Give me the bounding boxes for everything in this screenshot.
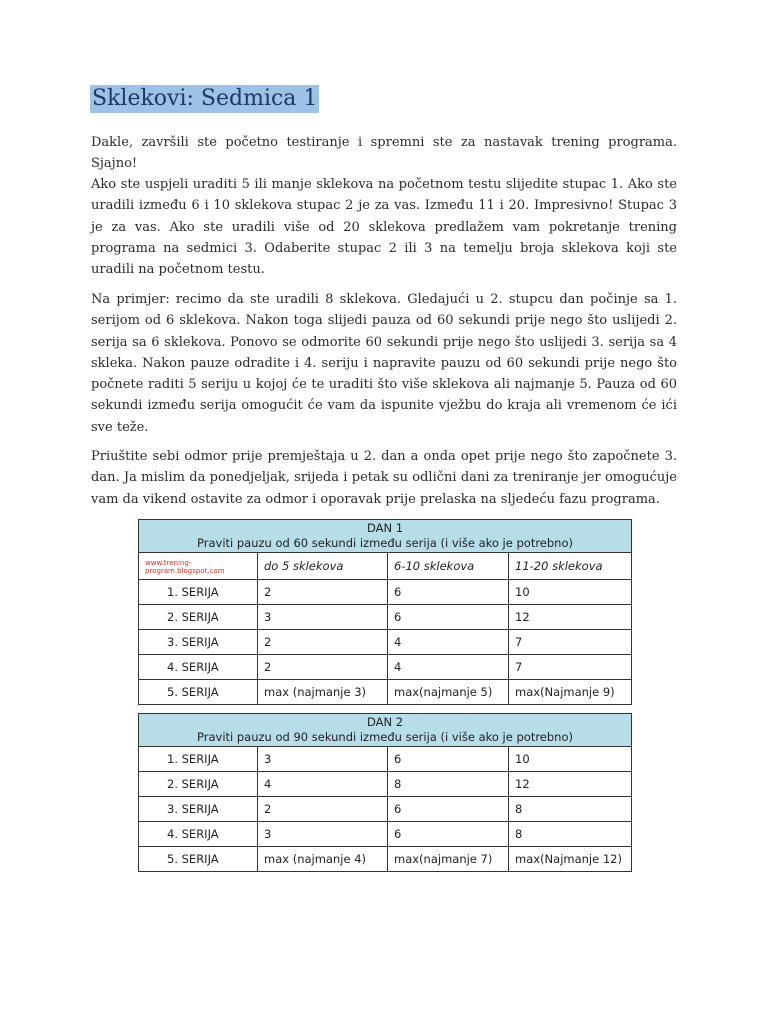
table-row: [139, 680, 632, 705]
table-cell: 6: [388, 580, 509, 605]
table-cell: 2: [258, 655, 388, 680]
rest-paragraph: Priuštite sebi odmor prije premještaja u 2. dan a onda opet prije nego što započnete 3. dan. Ja mislim da ponedjeljak, srijeda i petak su odlični dani za treniranje jer omogućuje vam da vikend ostavite za odmor i oporavak prije prelaska na sljedeću fazu programa.: [91, 449, 677, 507]
table-cell: 12: [509, 772, 632, 797]
columns-paragraph: Ako ste uspjeli uraditi 5 ili manje sklekova na početnom testu slijedite stupac 1. Ako ste uradili između 6 i 10 sklekova stupac 2 je za vas. Između 11 i 20. Impresivno! Stupac 3 je za vas. Ako ste uradili više od 20 sklekova predlažem vam pokretanje trening programa na sedmici 3. Odaberite stupac 2 ili 3 na temelju broja sklekova koji ste uradili na početnom testu.: [91, 177, 677, 278]
table-cell: 3: [258, 822, 388, 847]
table-cell: 6: [388, 797, 509, 822]
table-cell: 2: [258, 797, 388, 822]
day2-header: [139, 714, 632, 747]
day2-title: DAN 2: [366, 715, 404, 729]
table-cell: 8: [509, 797, 632, 822]
table-cell: 4: [388, 630, 509, 655]
table-cell: 3: [258, 747, 388, 772]
table-cell: 10: [509, 747, 632, 772]
day2-subtitle: Praviti pauzu od 90 sekundi između serija (i više ako je potrebno): [197, 730, 573, 744]
watermark-text: www.trening-program.blogspot.com: [145, 559, 225, 575]
table-cell: 2: [258, 580, 388, 605]
column-header: 11-20 sklekova: [509, 553, 632, 580]
set-label: 3. SERIJA: [139, 797, 258, 822]
watermark-cell: [139, 553, 258, 580]
set-label: 4. SERIJA: [139, 822, 258, 847]
day1-column-headers: [139, 553, 632, 580]
table-cell: 10: [509, 580, 632, 605]
table-cell: max(Najmanje 9): [509, 680, 632, 705]
table-cell: 6: [388, 822, 509, 847]
example-paragraph: Na primjer: recimo da ste uradili 8 sklekova. Gledajući u 2. stupcu dan počinje sa 1. serijom od 6 sklekova. Nakon toga slijedi pauza od 60 sekundi prije nego što uslijedi 2. serija sa 6 sklekova. Ponovo se odmorite 60 sekundi prije nego što uslijedi 3. serija sa 4 skleka. Nakon pauze odradite i 4. seriju i napravite pauzu od 60 sekundi prije nego što počnete raditi 5 seriju u kojoj će te uraditi što više sklekova ali najmanje 5. Pauza od 60 sekundi između serija omogućit će vam da ispunite vježbu do kraja ali vremenom će ići sve teže.: [91, 292, 677, 435]
table-cell: 12: [509, 605, 632, 630]
table-row: [139, 797, 632, 822]
set-label: 1. SERIJA: [139, 580, 258, 605]
day1-subtitle: Praviti pauzu od 60 sekundi između serija (i više ako je potrebno): [197, 536, 573, 550]
set-label: 5. SERIJA: [139, 680, 258, 705]
set-label: 3. SERIJA: [139, 630, 258, 655]
table-cell: 6: [388, 747, 509, 772]
table-row: [139, 630, 632, 655]
table-cell: 7: [509, 630, 632, 655]
table-cell: 7: [509, 655, 632, 680]
table-cell: 8: [509, 822, 632, 847]
day1-header: [139, 520, 632, 553]
table-cell: max(Najmanje 12): [509, 847, 632, 872]
day2-table: [138, 713, 632, 872]
table-cell: 8: [388, 772, 509, 797]
page-title: Sklekovi: Sedmica 1: [92, 86, 318, 111]
table-row: [139, 655, 632, 680]
intro-paragraph: Dakle, završili ste početno testiranje i spremni ste za nastavak trening programa. Sjajno!: [91, 135, 677, 172]
column-header: do 5 sklekova: [258, 553, 388, 580]
table-cell: 6: [388, 605, 509, 630]
column-header: 6-10 sklekova: [388, 553, 509, 580]
set-label: 5. SERIJA: [139, 847, 258, 872]
table-row: [139, 747, 632, 772]
set-label: 2. SERIJA: [139, 772, 258, 797]
table-row: [139, 580, 632, 605]
table-cell: 4: [388, 655, 509, 680]
set-label: 2. SERIJA: [139, 605, 258, 630]
day1-title: DAN 1: [366, 521, 404, 535]
set-label: 4. SERIJA: [139, 655, 258, 680]
table-cell: 3: [258, 605, 388, 630]
table-cell: max (najmanje 4): [258, 847, 388, 872]
day1-table: [138, 519, 632, 705]
table-cell: 4: [258, 772, 388, 797]
set-label: 1. SERIJA: [139, 747, 258, 772]
table-cell: max(najmanje 7): [388, 847, 509, 872]
table-row: [139, 772, 632, 797]
table-cell: 2: [258, 630, 388, 655]
table-row: [139, 822, 632, 847]
table-cell: max (najmanje 3): [258, 680, 388, 705]
table-row: [139, 605, 632, 630]
table-cell: max(najmanje 5): [388, 680, 509, 705]
table-row: [139, 847, 632, 872]
